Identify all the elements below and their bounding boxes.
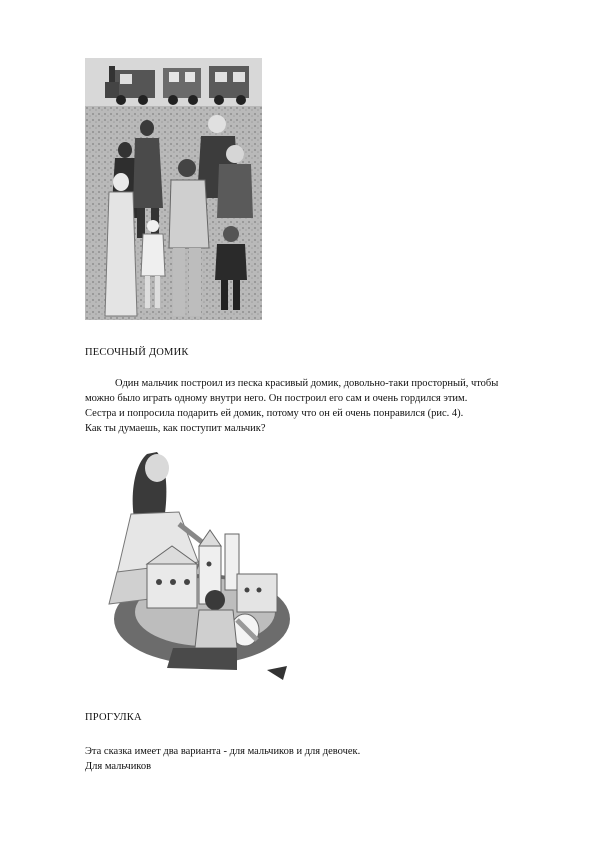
family-train-illustration [85, 58, 262, 320]
family-train-drawing [85, 58, 262, 320]
sand-house-line-1: Один мальчик построил из песка красивый домик, довольно-таки просторный, чтобы [115, 378, 499, 389]
walk-line-2: Для мальчиков [85, 761, 152, 772]
walk-line-1: Эта сказка имеет два варианта - для мальчиков и для девочек. [85, 746, 361, 757]
sand-house-line-3: Сестра и попросила подарить ей домик, потому что он ей очень понравился (рис. 4). [85, 408, 464, 419]
section-heading-walk: ПРОГУЛКА [85, 712, 142, 723]
sand-house-line-2: можно было играть одному внутри него. Он построил его сам и очень гордился этим. [85, 393, 468, 404]
sand-castle-drawing [87, 434, 298, 696]
section-heading-sand-house: ПЕСОЧНЫЙ ДОМИК [85, 347, 189, 358]
sand-castle-illustration [87, 434, 298, 696]
sand-house-line-4: Как ты думаешь, как поступит мальчик? [85, 423, 266, 434]
